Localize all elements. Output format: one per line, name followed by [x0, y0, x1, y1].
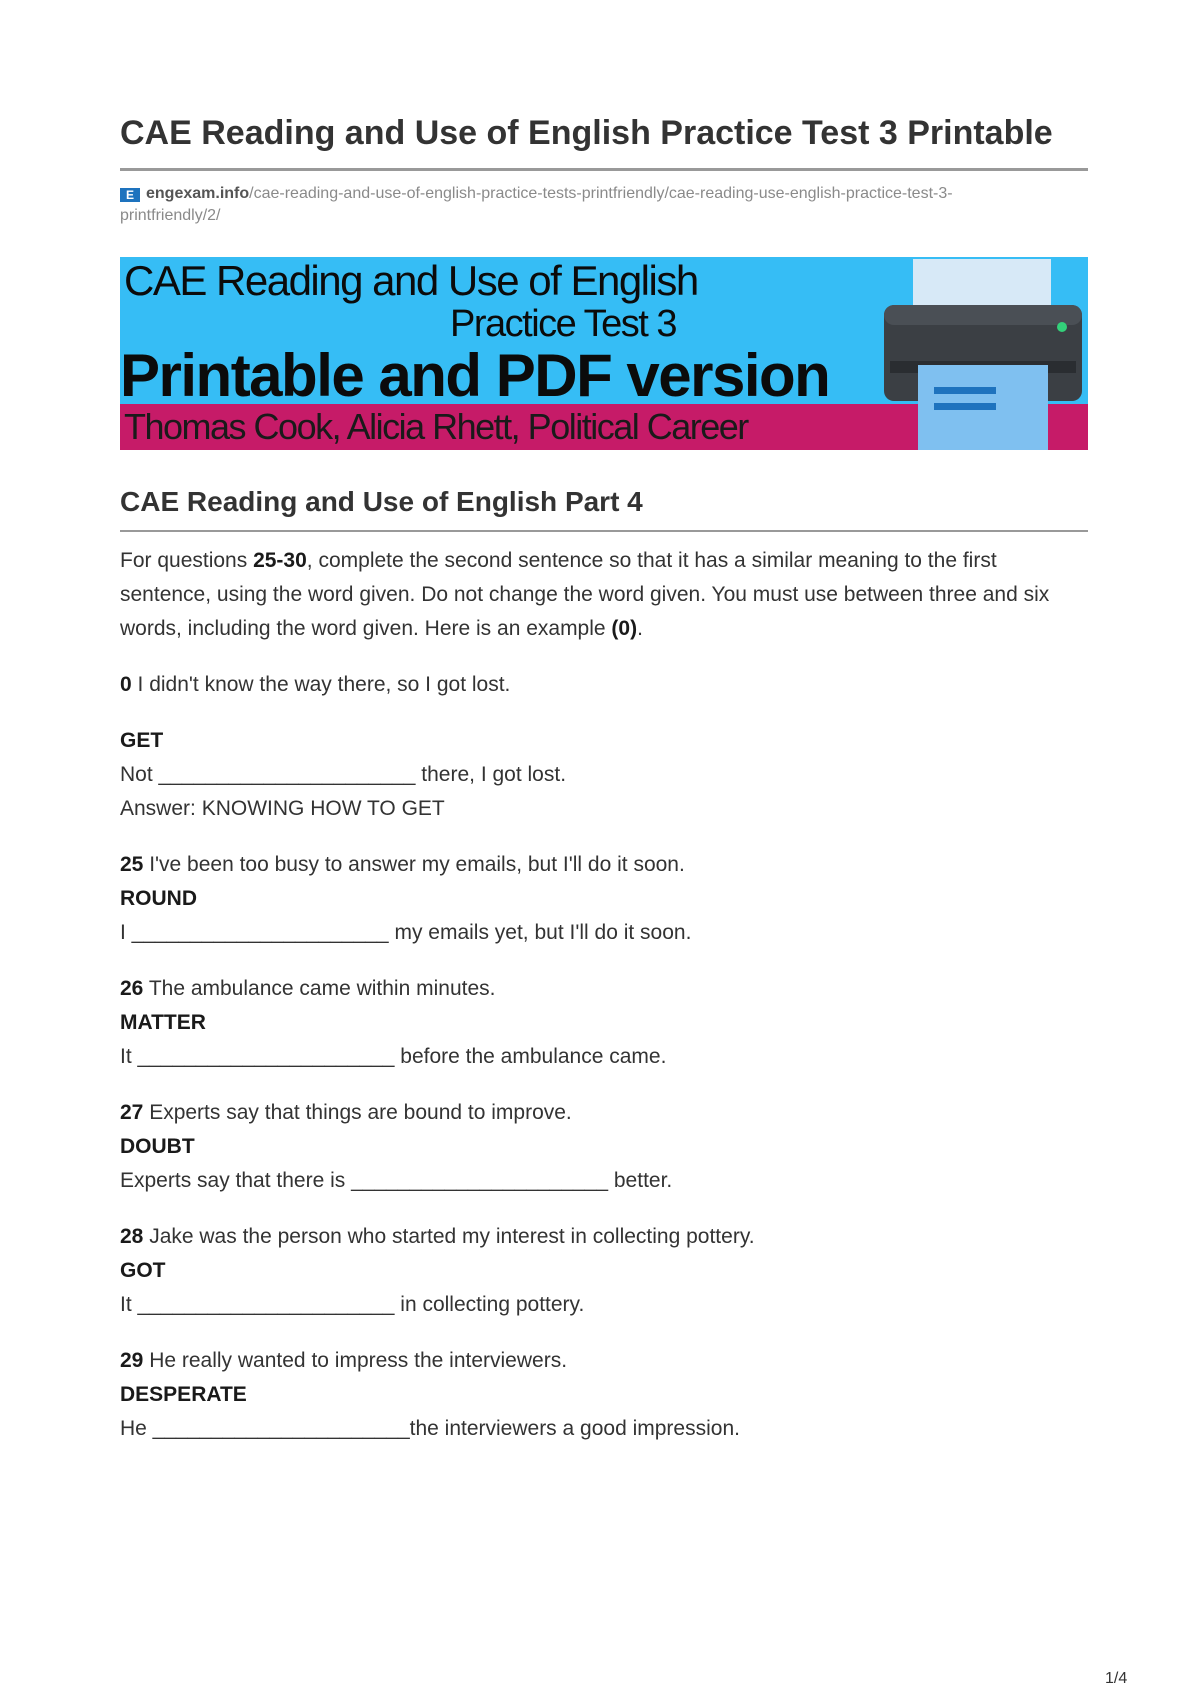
banner-image	[120, 257, 1088, 450]
instructions-text-1: For questions	[120, 549, 254, 572]
question-item-25	[120, 848, 1088, 950]
question-keyword: ROUND	[120, 887, 197, 910]
instructions	[120, 544, 1088, 646]
question-gapped-sentence: He ______________________the interviewers a good impression.	[120, 1417, 740, 1440]
banner-line-3: Printable and PDF version	[120, 342, 830, 409]
question-gapped-sentence: Experts say that there is ______________________ better.	[120, 1169, 673, 1192]
question-item-27	[120, 1096, 1088, 1198]
example-sentence	[120, 668, 1088, 702]
question-keyword: DOUBT	[120, 1135, 195, 1158]
instructions-text-2: , complete the second sentence so that it has a similar meaning to the first sentence, using the word given. Do not change the word given. You must use between three and six words, including the word given. Here is an example	[120, 549, 1050, 640]
question-item-26	[120, 972, 1088, 1074]
source-path-2[interactable]: printfriendly/2/	[120, 207, 221, 224]
example-keyword: GET	[120, 729, 164, 752]
question-item-28	[120, 1220, 1088, 1322]
question-sentence-text: He really wanted to impress the interviewers.	[143, 1349, 568, 1372]
question-sentence	[120, 1096, 1088, 1130]
question-keyword: MATTER	[120, 1011, 206, 1034]
document-title: CAE Reading and Use of English Practice Test 3 Printable	[120, 112, 1088, 171]
example-sentence-text: I didn't know the way there, so I got lost.	[131, 673, 511, 696]
banner-line-4: Thomas Cook, Alicia Rhett, Political Career	[124, 406, 748, 447]
example-number: 0	[120, 673, 132, 696]
example-answer-block	[120, 724, 1088, 826]
question-sentence	[120, 972, 1088, 1006]
example-ref: (0)	[611, 617, 638, 640]
page-number: 1/4	[1105, 1670, 1128, 1687]
question-keyword: DESPERATE	[120, 1383, 247, 1406]
example-gapped-sentence: Not ______________________ there, I got lost.	[120, 763, 567, 786]
banner-line-2: Practice Test 3	[450, 303, 677, 345]
example-answer: Answer: KNOWING HOW TO GET	[120, 797, 445, 820]
question-number: 29	[120, 1349, 144, 1372]
question-sentence-text: Experts say that things are bound to improve.	[143, 1101, 572, 1124]
section-title: CAE Reading and Use of English Part 4	[120, 484, 1088, 532]
question-item-29	[120, 1344, 1088, 1446]
question-keyword: GOT	[120, 1259, 166, 1282]
question-number: 27	[120, 1101, 144, 1124]
question-sentence-text: The ambulance came within minutes.	[143, 977, 496, 1000]
question-sentence-text: I've been too busy to answer my emails, but I'll do it soon.	[143, 853, 685, 876]
printer-icon	[880, 257, 1088, 450]
source-line	[120, 183, 1088, 227]
question-sentence-text: Jake was the person who started my interest in collecting pottery.	[143, 1225, 755, 1248]
question-range: 25-30	[253, 549, 307, 572]
question-number: 25	[120, 853, 144, 876]
question-sentence	[120, 848, 1088, 882]
question-sentence	[120, 1344, 1088, 1378]
source-domain[interactable]: engexam.info	[146, 185, 250, 202]
question-gapped-sentence: It ______________________ in collecting pottery.	[120, 1293, 585, 1316]
banner-line-1: CAE Reading and Use of English	[124, 257, 698, 304]
source-path-1[interactable]: /cae-reading-and-use-of-english-practice-tests-printfriendly/cae-reading-use-english-practice-test-3-	[249, 185, 953, 202]
document-page	[120, 112, 1088, 1446]
site-logo-icon: E	[120, 188, 140, 202]
question-number: 28	[120, 1225, 144, 1248]
question-gapped-sentence: I ______________________ my emails yet, but I'll do it soon.	[120, 921, 692, 944]
instructions-text-3: .	[637, 617, 643, 640]
example-item	[120, 668, 1088, 702]
question-gapped-sentence: It ______________________ before the ambulance came.	[120, 1045, 667, 1068]
question-number: 26	[120, 977, 144, 1000]
question-sentence	[120, 1220, 1088, 1254]
